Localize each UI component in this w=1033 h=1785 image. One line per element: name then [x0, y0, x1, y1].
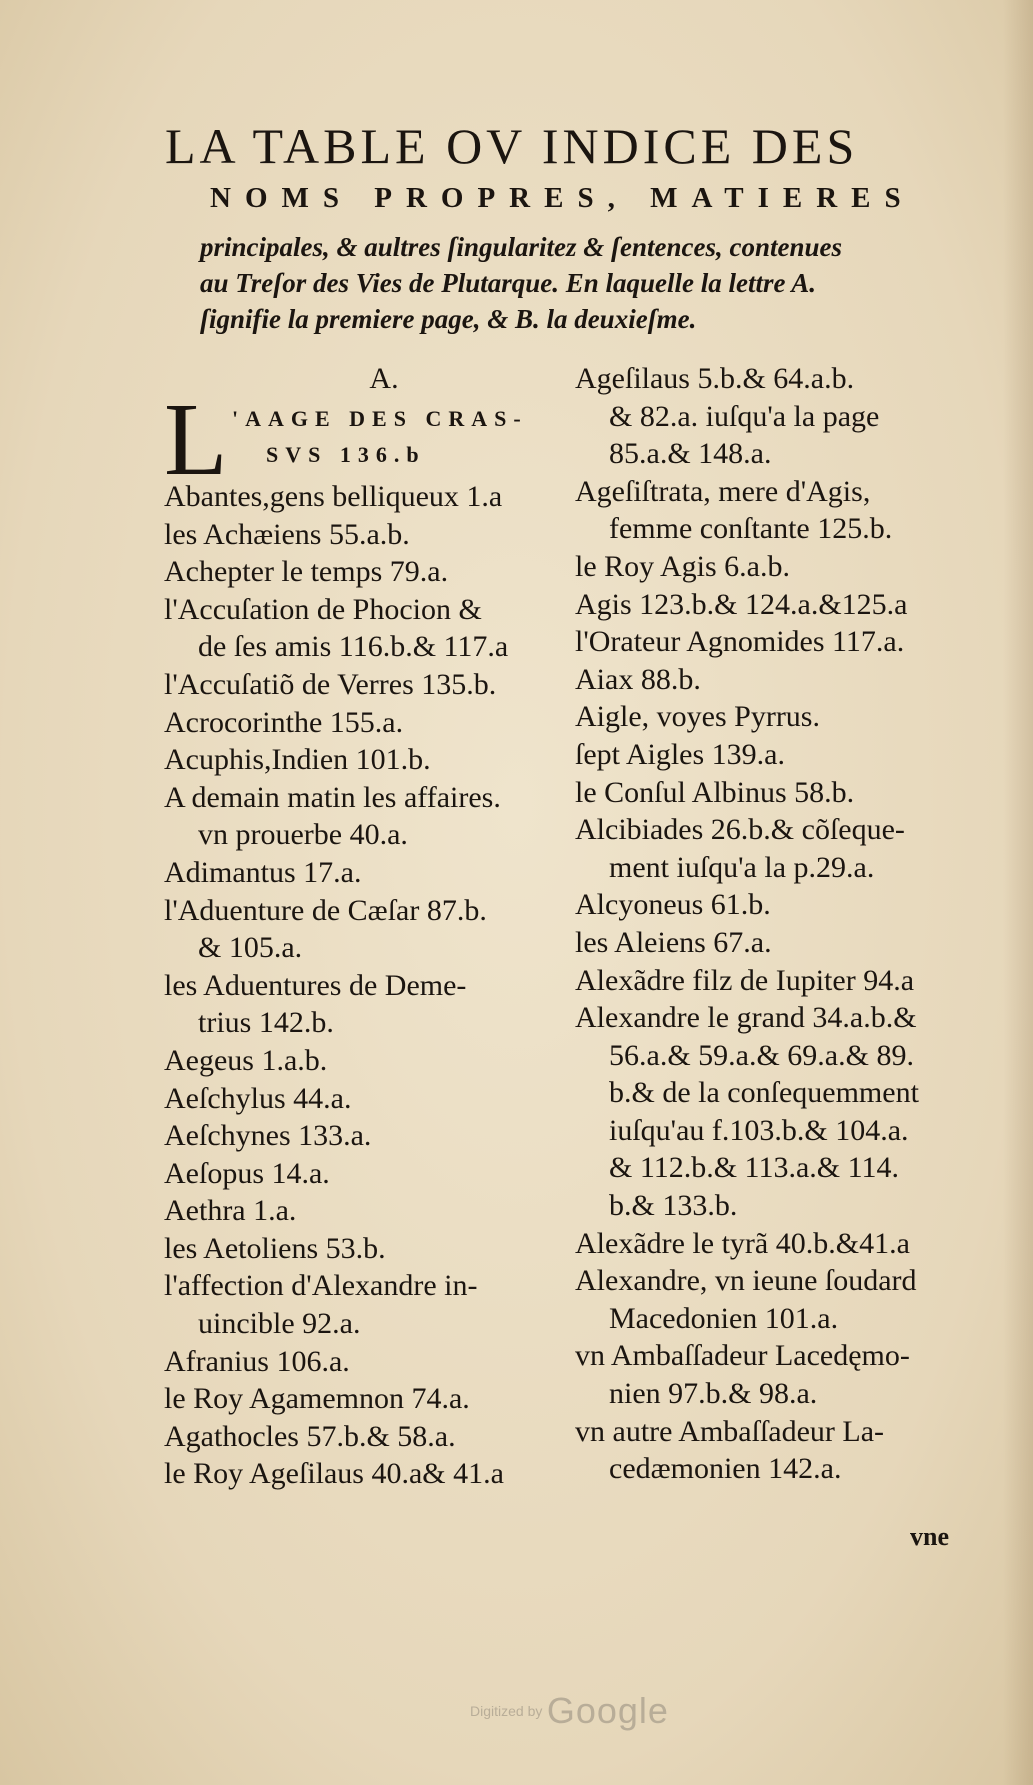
- index-entry: vn Ambaſſadeur Lacedęmo-: [575, 1339, 910, 1373]
- index-entry-continuation: Macedonien 101.a.: [609, 1301, 839, 1335]
- index-entry-continuation: 56.a.& 59.a.& 69.a.& 89.: [609, 1038, 914, 1072]
- index-entry: Alexandre, vn ieune ſoudard: [575, 1264, 917, 1298]
- digitization-watermark: [470, 1690, 669, 1732]
- index-entry-continuation: nien 97.b.& 98.a.: [609, 1377, 818, 1411]
- index-entry: Agathocles 57.b.& 58.a.: [164, 1419, 456, 1453]
- index-entry: Acuphis,Indien 101.b.: [164, 743, 431, 777]
- index-entry: le Roy Agamemnon 74.a.: [164, 1382, 470, 1416]
- index-entry: l'Aduenture de Cæſar 87.b.: [164, 893, 487, 927]
- index-entry: Achepter le temps 79.a.: [164, 555, 449, 589]
- index-entry: l'Accuſatiõ de Verres 135.b.: [164, 667, 497, 701]
- section-letter: A.: [369, 362, 399, 395]
- index-entry: le Conſul Albinus 58.b.: [575, 775, 855, 809]
- index-entry: ſept Aigles 139.a.: [575, 737, 785, 771]
- index-entry: les Aleiens 67.a.: [575, 925, 772, 959]
- index-entry: vn autre Ambaſſadeur La-: [575, 1414, 885, 1448]
- index-entry: l'Orateur Agnomides 117.a.: [575, 625, 905, 659]
- index-entry-continuation: b.& 133.b.: [609, 1189, 738, 1223]
- index-entry: le Roy Agis 6.a.b.: [575, 549, 790, 583]
- index-entry: Agis 123.b.& 124.a.&125.a: [575, 587, 908, 621]
- watermark-brand: Google: [546, 1690, 669, 1731]
- catchword: vne: [910, 1522, 949, 1551]
- page-title: LA TABLE OV INDICE DES: [165, 118, 859, 174]
- watermark-prefix: Digitized by: [470, 1703, 543, 1719]
- index-entry-continuation: femme conſtante 125.b.: [609, 512, 893, 546]
- index-entry: Alcibiades 26.b.& cõſeque-: [575, 813, 905, 847]
- index-entry: les Aetoliens 53.b.: [164, 1231, 386, 1265]
- index-entry: Ageſilaus 5.b.& 64.a.b.: [575, 362, 855, 395]
- index-entry: Aeſchynes 133.a.: [164, 1119, 372, 1153]
- index-entry: A demain matin les affaires.: [164, 780, 501, 814]
- index-entry: l'Accuſation de Phocion &: [164, 592, 482, 626]
- index-entry: l'affection d'Alexandre in-: [164, 1269, 478, 1303]
- index-entry: Acrocorinthe 155.a.: [164, 705, 404, 739]
- first-entry-line-1: 'AAGE DES CRAS-: [232, 406, 528, 431]
- index-entry: les Aduentures de Deme-: [164, 968, 467, 1002]
- index-entry-continuation: de ſes amis 116.b.& 117.a: [198, 630, 509, 664]
- index-entry-continuation: iuſqu'au f.103.b.& 104.a.: [609, 1113, 909, 1147]
- intro-line-2: au Treſor des Vies de Plutarque. En laquelle la lettre A.: [200, 268, 817, 298]
- index-entry-continuation: cedæmonien 142.a.: [609, 1452, 842, 1486]
- index-entry: Afranius 106.a.: [164, 1344, 350, 1378]
- index-entry: Aethra 1.a.: [164, 1194, 297, 1228]
- index-entry: Aegeus 1.a.b.: [164, 1043, 328, 1077]
- index-entry-continuation: & 105.a.: [198, 931, 303, 965]
- index-entry: Alcyoneus 61.b.: [575, 888, 771, 922]
- index-entry: Alexãdre le tyrã 40.b.&41.a: [575, 1226, 910, 1260]
- drop-capital: L: [164, 382, 228, 497]
- index-entry: le Roy Ageſilaus 40.a& 41.a: [164, 1457, 504, 1491]
- index-entry: Aigle, voyes Pyrrus.: [575, 700, 820, 734]
- index-entry-continuation: vn prouerbe 40.a.: [198, 818, 408, 852]
- index-entry: Aiax 88.b.: [575, 662, 701, 696]
- index-entry: Alexãdre filz de Iupiter 94.a: [575, 963, 915, 997]
- intro-line-3: ſignifie la premiere page, & B. la deuxieſme.: [200, 304, 697, 334]
- index-entry: Aeſchylus 44.a.: [164, 1081, 352, 1115]
- index-entry-continuation: 85.a.& 148.a.: [609, 437, 772, 471]
- index-entry: Ageſiſtrata, mere d'Agis,: [575, 474, 871, 508]
- page-subtitle: NOMS PROPRES, MATIERES: [210, 182, 915, 214]
- index-entry: Abantes,gens belliqueux 1.a: [164, 480, 503, 513]
- index-entry-continuation: trius 142.b.: [198, 1006, 334, 1040]
- index-entry: Adimantus 17.a.: [164, 855, 362, 889]
- index-entry: Alexandre le grand 34.a.b.&: [575, 1001, 917, 1035]
- right-column: [575, 360, 995, 1488]
- index-entry: les Achæiens 55.a.b.: [164, 517, 410, 551]
- index-entry-continuation: & 112.b.& 113.a.& 114.: [609, 1151, 899, 1185]
- intro-line-1: principales, & aultres ſingularitez & ſentences, contenues: [200, 232, 843, 262]
- index-entry-continuation: b.& de la conſequemment: [609, 1076, 919, 1110]
- index-entry-continuation: ment iuſqu'a la p.29.a.: [609, 850, 875, 884]
- index-entry: Aeſopus 14.a.: [164, 1156, 330, 1190]
- left-column: [164, 360, 564, 1493]
- index-entry-continuation: & 82.a. iuſqu'a la page: [609, 399, 880, 433]
- index-entry-continuation: uincible 92.a.: [198, 1307, 361, 1341]
- first-entry-line-2: SVS 136.b: [266, 442, 426, 467]
- page-edge-shadow: [1003, 0, 1033, 1785]
